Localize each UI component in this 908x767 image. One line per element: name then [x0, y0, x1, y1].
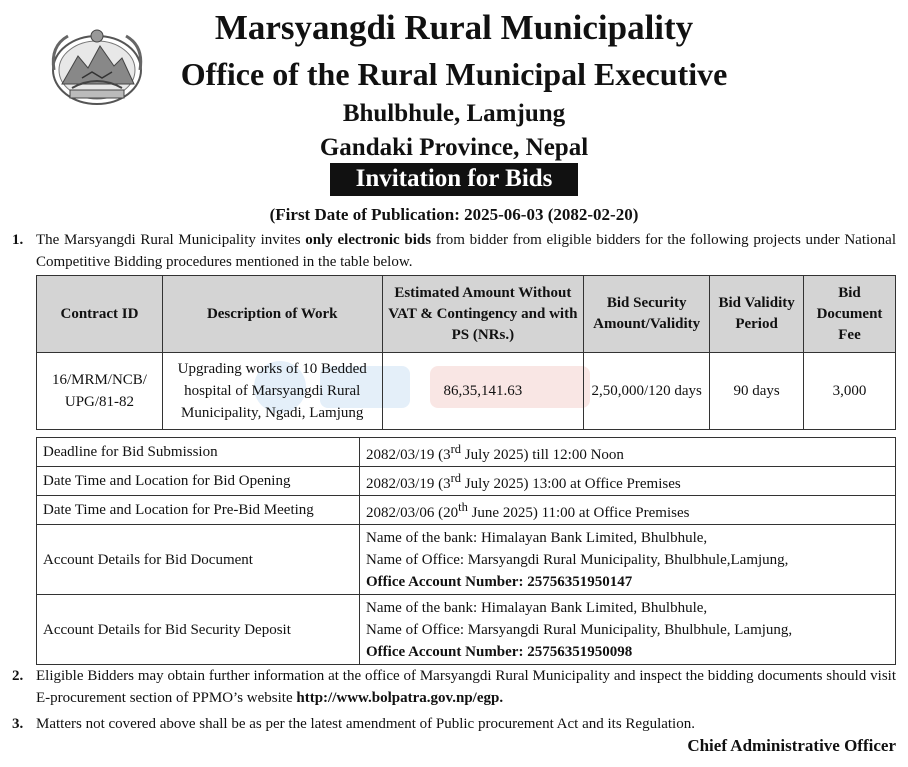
- amount-cell: 86,35,141.63: [382, 353, 584, 430]
- table-row: [37, 595, 896, 665]
- account-doc-label: Account Details for Bid Document: [37, 525, 360, 595]
- paragraph-number: 2.: [12, 668, 24, 684]
- office-name: Name of Office: Marsyangdi Rural Municipality, Bhulbhule,Lamjung,: [366, 551, 789, 568]
- office-title: Office of the Rural Municipal Executive: [180, 56, 728, 92]
- fee-cell: 3,000: [804, 353, 896, 430]
- publication-date: (First Date of Publication: 2025-06-03 (2082-02-20): [269, 205, 639, 224]
- paragraph-bold-text: only electronic bids: [305, 232, 432, 248]
- province-line: Gandaki Province, Nepal: [319, 134, 589, 161]
- details-table: [36, 437, 896, 665]
- paragraph-text: from bidder from eligible bidders for the following projects under National Competitive Bidding procedures mentioned in the table below.: [36, 232, 897, 270]
- prebid-label: Date Time and Location for Pre-Bid Meeting: [37, 496, 360, 525]
- deadline-value: 2082/03/19 (3rd July 2025) till 12:00 Noon: [360, 438, 896, 467]
- paragraph-number: 3.: [12, 716, 24, 732]
- column-header: Bid Security Amount/Validity: [584, 276, 710, 353]
- validity-cell: 90 days: [710, 353, 804, 430]
- paragraph-3: [12, 713, 896, 735]
- table-row: [37, 438, 896, 467]
- account-security-label: Account Details for Bid Security Deposit: [37, 595, 360, 665]
- signature: Chief Administrative Officer: [687, 736, 896, 755]
- deadline-label: Deadline for Bid Submission: [37, 438, 360, 467]
- security-cell: 2,50,000/120 days: [584, 353, 710, 430]
- table-header-row: [37, 276, 896, 353]
- account-number: Office Account Number: 25756351950098: [366, 643, 633, 660]
- table-row: [37, 353, 896, 430]
- bank-name: Name of the bank: Himalayan Bank Limited, Bhulbhule,: [366, 529, 708, 546]
- column-header: Bid Validity Period: [710, 276, 804, 353]
- opening-label: Date Time and Location for Bid Opening: [37, 467, 360, 496]
- account-security-value: [360, 595, 896, 665]
- contract-id-cell: 16/MRM/NCB/ UPG/81-82: [37, 353, 163, 430]
- opening-value: 2082/03/19 (3rd July 2025) 13:00 at Office Premises: [360, 467, 896, 496]
- paragraph-number: 1.: [12, 232, 24, 248]
- column-header: Contract ID: [37, 276, 163, 353]
- paragraph-text: The Marsyangdi Rural Municipality invites: [36, 232, 306, 248]
- description-cell: Upgrading works of 10 Bedded hospital of Marsyangdi Rural Municipality, Ngadi, Lamjung: [162, 353, 382, 430]
- paragraph-2: [12, 665, 896, 709]
- bid-table: [36, 275, 896, 430]
- column-header: Description of Work: [162, 276, 382, 353]
- invitation-banner: Invitation for Bids: [330, 163, 579, 196]
- account-number: Office Account Number: 25756351950147: [366, 573, 633, 590]
- prebid-value: 2082/03/06 (20th June 2025) 11:00 at Office Premises: [360, 496, 896, 525]
- municipality-title: Marsyangdi Rural Municipality: [214, 8, 694, 47]
- egp-link[interactable]: http://www.bolpatra.gov.np/egp.: [296, 690, 504, 706]
- office-name: Name of Office: Marsyangdi Rural Municipality, Bhulbhule, Lamjung,: [366, 621, 793, 638]
- table-row: [37, 496, 896, 525]
- paragraph-text: Matters not covered above shall be as per the latest amendment of Public procurement Act and its Regulation.: [36, 716, 695, 732]
- column-header: Bid Document Fee: [804, 276, 896, 353]
- paragraph-text: Eligible Bidders may obtain further information at the office of Marsyangdi Rural Municipality and inspect the bidding documents should visit E-procurement section of PPMO’s website: [36, 668, 896, 706]
- column-header: Estimated Amount Without VAT & Contingency and with PS (NRs.): [382, 276, 584, 353]
- table-row: [37, 525, 896, 595]
- bank-name: Name of the bank: Himalayan Bank Limited, Bhulbhule,: [366, 599, 708, 616]
- account-doc-value: [360, 525, 896, 595]
- paragraph-1: [12, 229, 896, 273]
- table-row: [37, 467, 896, 496]
- address-line: Bhulbhule, Lamjung: [342, 100, 566, 127]
